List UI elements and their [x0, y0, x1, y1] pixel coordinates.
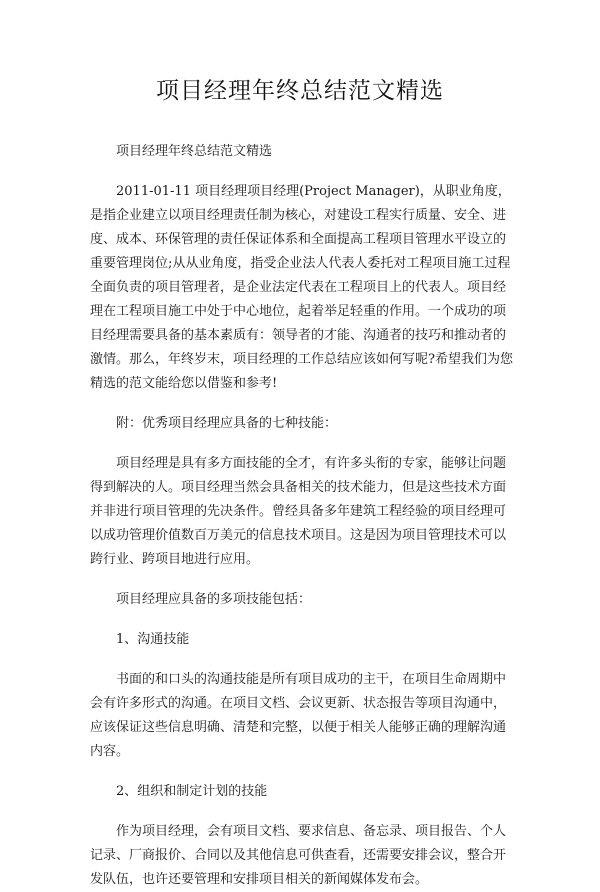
- intro-paragraph: 2011-01-11 项目经理项目经理(Project Manager)，从职业角度，是指企业建立以项目经理责任制为核心，对建设工程实行质量、安全、进度、成本、环保管理的责任保证体系和全面提高工程项目管理水平设立的重要管理岗位;从从业角度，指受企业法人代表人委托对工程项目施工过程全面负责的项目管理者，是企业法定代表在工程项目上的代表人。项目经理在工程项目施工中处于中心地位，起着举足轻重的作用。一个成功的项目经理需要具备的基本素质有：领导者的才能、沟通者的技巧和推动者的激情。那么，年终岁末，项目经理的工作总结应该如何写呢?希望我们为您精选的范文能给您以借鉴和参考!: [90, 184, 513, 391]
- communication-paragraph: 书面的和口头的沟通技能是所有项目成功的主干，在项目生命周期中会有许多形式的沟通。在项目文档、会议更新、状态报告等项目沟通中，应该保证这些信息明确、清楚和完整，以便于相关人能够正确的理解沟通内容。: [90, 672, 507, 759]
- document-body: [90, 140, 518, 892]
- subtitle-paragraph: 项目经理年终总结范文精选: [116, 144, 273, 159]
- appendix-heading: 附：优秀项目经理应具备的七种技能：: [116, 416, 338, 431]
- section-heading-communication: 1、沟通技能: [116, 632, 190, 647]
- document-title: 项目经理年终总结范文精选: [156, 78, 444, 104]
- section-heading-planning: 2、组织和制定计划的技能: [116, 784, 268, 799]
- skills-list-heading: 项目经理应具备的多项技能包括：: [116, 592, 312, 607]
- skills-overview-paragraph: 项目经理是具有多方面技能的全才，有许多头衔的专家，能够让问题得到解决的人。项目经理当然会具备相关的技术能力，但是这些技术方面并非进行项目管理的先决条件。曾经具备多年建筑工程经验的项目经理可以成功管理价值数百万美元的信息技术项目。这是因为项目管理技术可以跨行业、跨项目地进行应用。: [90, 456, 507, 567]
- planning-paragraph: 作为项目经理，会有项目文档、要求信息、备忘录、项目报告、个人记录、厂商报价、合同以及其他信息可供查看，还需要安排会议，整合开发队伍，也许还要管理和安排项目相关的新闻媒体发布会。: [90, 824, 507, 887]
